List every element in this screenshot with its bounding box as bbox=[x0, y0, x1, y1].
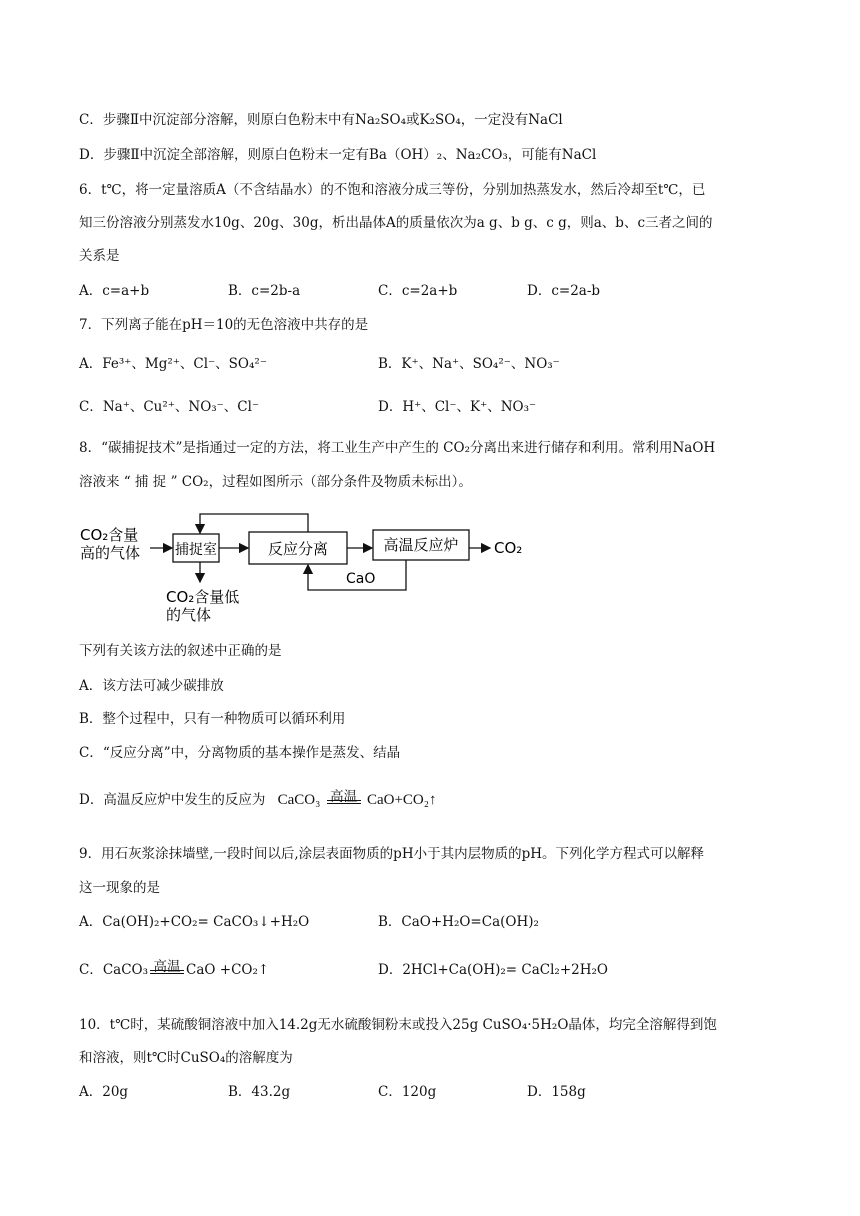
q9-stem-line1: 9．用石灰浆涂抹墙壁,一段时间以后,涂层表面物质的pH小于其内层物质的pH。下列化学方程式可以解释 bbox=[79, 846, 704, 862]
q8-option-c: C．“反应分离”中，分离物质的基本操作是蒸发、结晶 bbox=[79, 745, 401, 761]
q6-option-c: C．c=2a+b bbox=[378, 283, 458, 299]
q8-condition-label: 高温 bbox=[330, 789, 358, 805]
capture-chamber-label: 捕捉室 bbox=[175, 542, 217, 558]
reaction-separation-label: 反应分离 bbox=[267, 540, 329, 558]
q8-option-d bbox=[79, 790, 436, 810]
q9-option-b: B．CaO+H₂O=Ca(OH)₂ bbox=[378, 914, 539, 930]
carbon-capture-flow-diagram bbox=[78, 510, 548, 630]
q8-option-b: B．整个过程中，只有一种物质可以循环利用 bbox=[79, 711, 346, 727]
diagram-input-label-1: CO₂含量 bbox=[80, 526, 139, 544]
q6-stem-line2: 知三份溶液分别蒸发水10g、20g、30g，析出晶体A的质量依次为a g、b g、c g，则a、b、c三者之间的 bbox=[79, 215, 713, 231]
q7-option-b: B．K⁺、Na⁺、SO₄²⁻、NO₃⁻ bbox=[378, 356, 560, 372]
q9-option-c-product: CaO +CO₂↑ bbox=[186, 962, 270, 978]
arrow-recycle-naoh bbox=[200, 514, 308, 533]
diagram-bottom-label-1: CO₂含量低 bbox=[166, 588, 240, 606]
q10-option-b: B．43.2g bbox=[228, 1084, 291, 1100]
q10-option-d: D．158g bbox=[527, 1084, 586, 1100]
q7-option-c: C．Na⁺、Cu²⁺、NO₃⁻、Cl⁻ bbox=[79, 399, 260, 415]
q8-option-d-reactant: CaCO₃ bbox=[277, 792, 321, 808]
q10-option-a: A．20g bbox=[79, 1084, 129, 1100]
q10-stem-line2: 和溶液，则t℃时CuSO₄的溶解度为 bbox=[79, 1050, 293, 1066]
q5-option-c: C．步骤Ⅱ中沉淀部分溶解，则原白色粉末中有Na₂SO₄或K₂SO₄，一定没有NaCl bbox=[79, 112, 563, 128]
q6-stem-line3: 关系是 bbox=[79, 248, 120, 264]
q7-option-a: A．Fe³⁺、Mg²⁺、Cl⁻、SO₄²⁻ bbox=[79, 356, 267, 372]
q8-question: 下列有关该方法的叙述中正确的是 bbox=[79, 643, 282, 659]
q9-stem-line2: 这一现象的是 bbox=[79, 880, 160, 896]
q8-stem-line1: 8．“碳捕捉技术”是指通过一定的方法，将工业生产中产生的 CO₂分离出来进行储存和利用。常利用NaOH bbox=[79, 440, 716, 456]
q6-option-a: A．c=a+b bbox=[79, 283, 150, 299]
q8-stem-line2: 溶液来 “ 捕 捉 ” CO₂，过程如图所示（部分条件及物质未标出）。 bbox=[79, 474, 472, 490]
q6-option-b: B．c=2b-a bbox=[228, 283, 301, 299]
diagram-input-label-2: 高的气体 bbox=[80, 544, 141, 562]
q8-option-d-prefix: D．高温反应炉中发生的反应为 bbox=[79, 792, 266, 808]
q8-option-a: A．该方法可减少碳排放 bbox=[79, 678, 224, 694]
q6-stem-line1: 6．t℃，将一定量溶质A（不含结晶水）的不饱和溶液分成三等份，分别加热蒸发水，然后冷却至t℃，已 bbox=[79, 182, 706, 198]
diagram-bottom-label-2: 的气体 bbox=[166, 606, 212, 624]
q9-option-c-prefix: C．CaCO₃ bbox=[79, 962, 149, 978]
q9-option-c bbox=[79, 960, 269, 980]
high-temp-furnace-label: 高温反应炉 bbox=[383, 536, 459, 554]
q9-option-a: A．Ca(OH)₂+CO₂= CaCO₃↓+H₂O bbox=[79, 914, 310, 930]
q9-option-d: D．2HCl+Ca(OH)₂= CaCl₂+2H₂O bbox=[378, 962, 609, 978]
q9-condition-label: 高温 bbox=[153, 959, 181, 975]
diagram-cao-label: CaO bbox=[346, 571, 376, 587]
q10-stem-line1: 10．t℃时，某硫酸铜溶液中加入14.2g无水硫酸铜粉末或投入25g CuSO₄·5H₂O晶体，均完全溶解得到饱 bbox=[79, 1017, 717, 1033]
diagram-output-label: CO₂ bbox=[494, 539, 523, 557]
q8-option-d-product: CaO+CO₂↑ bbox=[366, 792, 437, 808]
q6-option-d: D．c=2a-b bbox=[527, 283, 601, 299]
q5-option-d: D．步骤Ⅱ中沉淀全部溶解，则原白色粉末一定有Ba（OH）₂、Na₂CO₃，可能有NaCl bbox=[79, 147, 597, 163]
q7-stem: 7．下列离子能在pH＝10的无色溶液中共存的是 bbox=[79, 317, 369, 333]
q10-option-c: C．120g bbox=[378, 1084, 437, 1100]
q7-option-d: D．H⁺、Cl⁻、K⁺、NO₃⁻ bbox=[378, 399, 537, 415]
